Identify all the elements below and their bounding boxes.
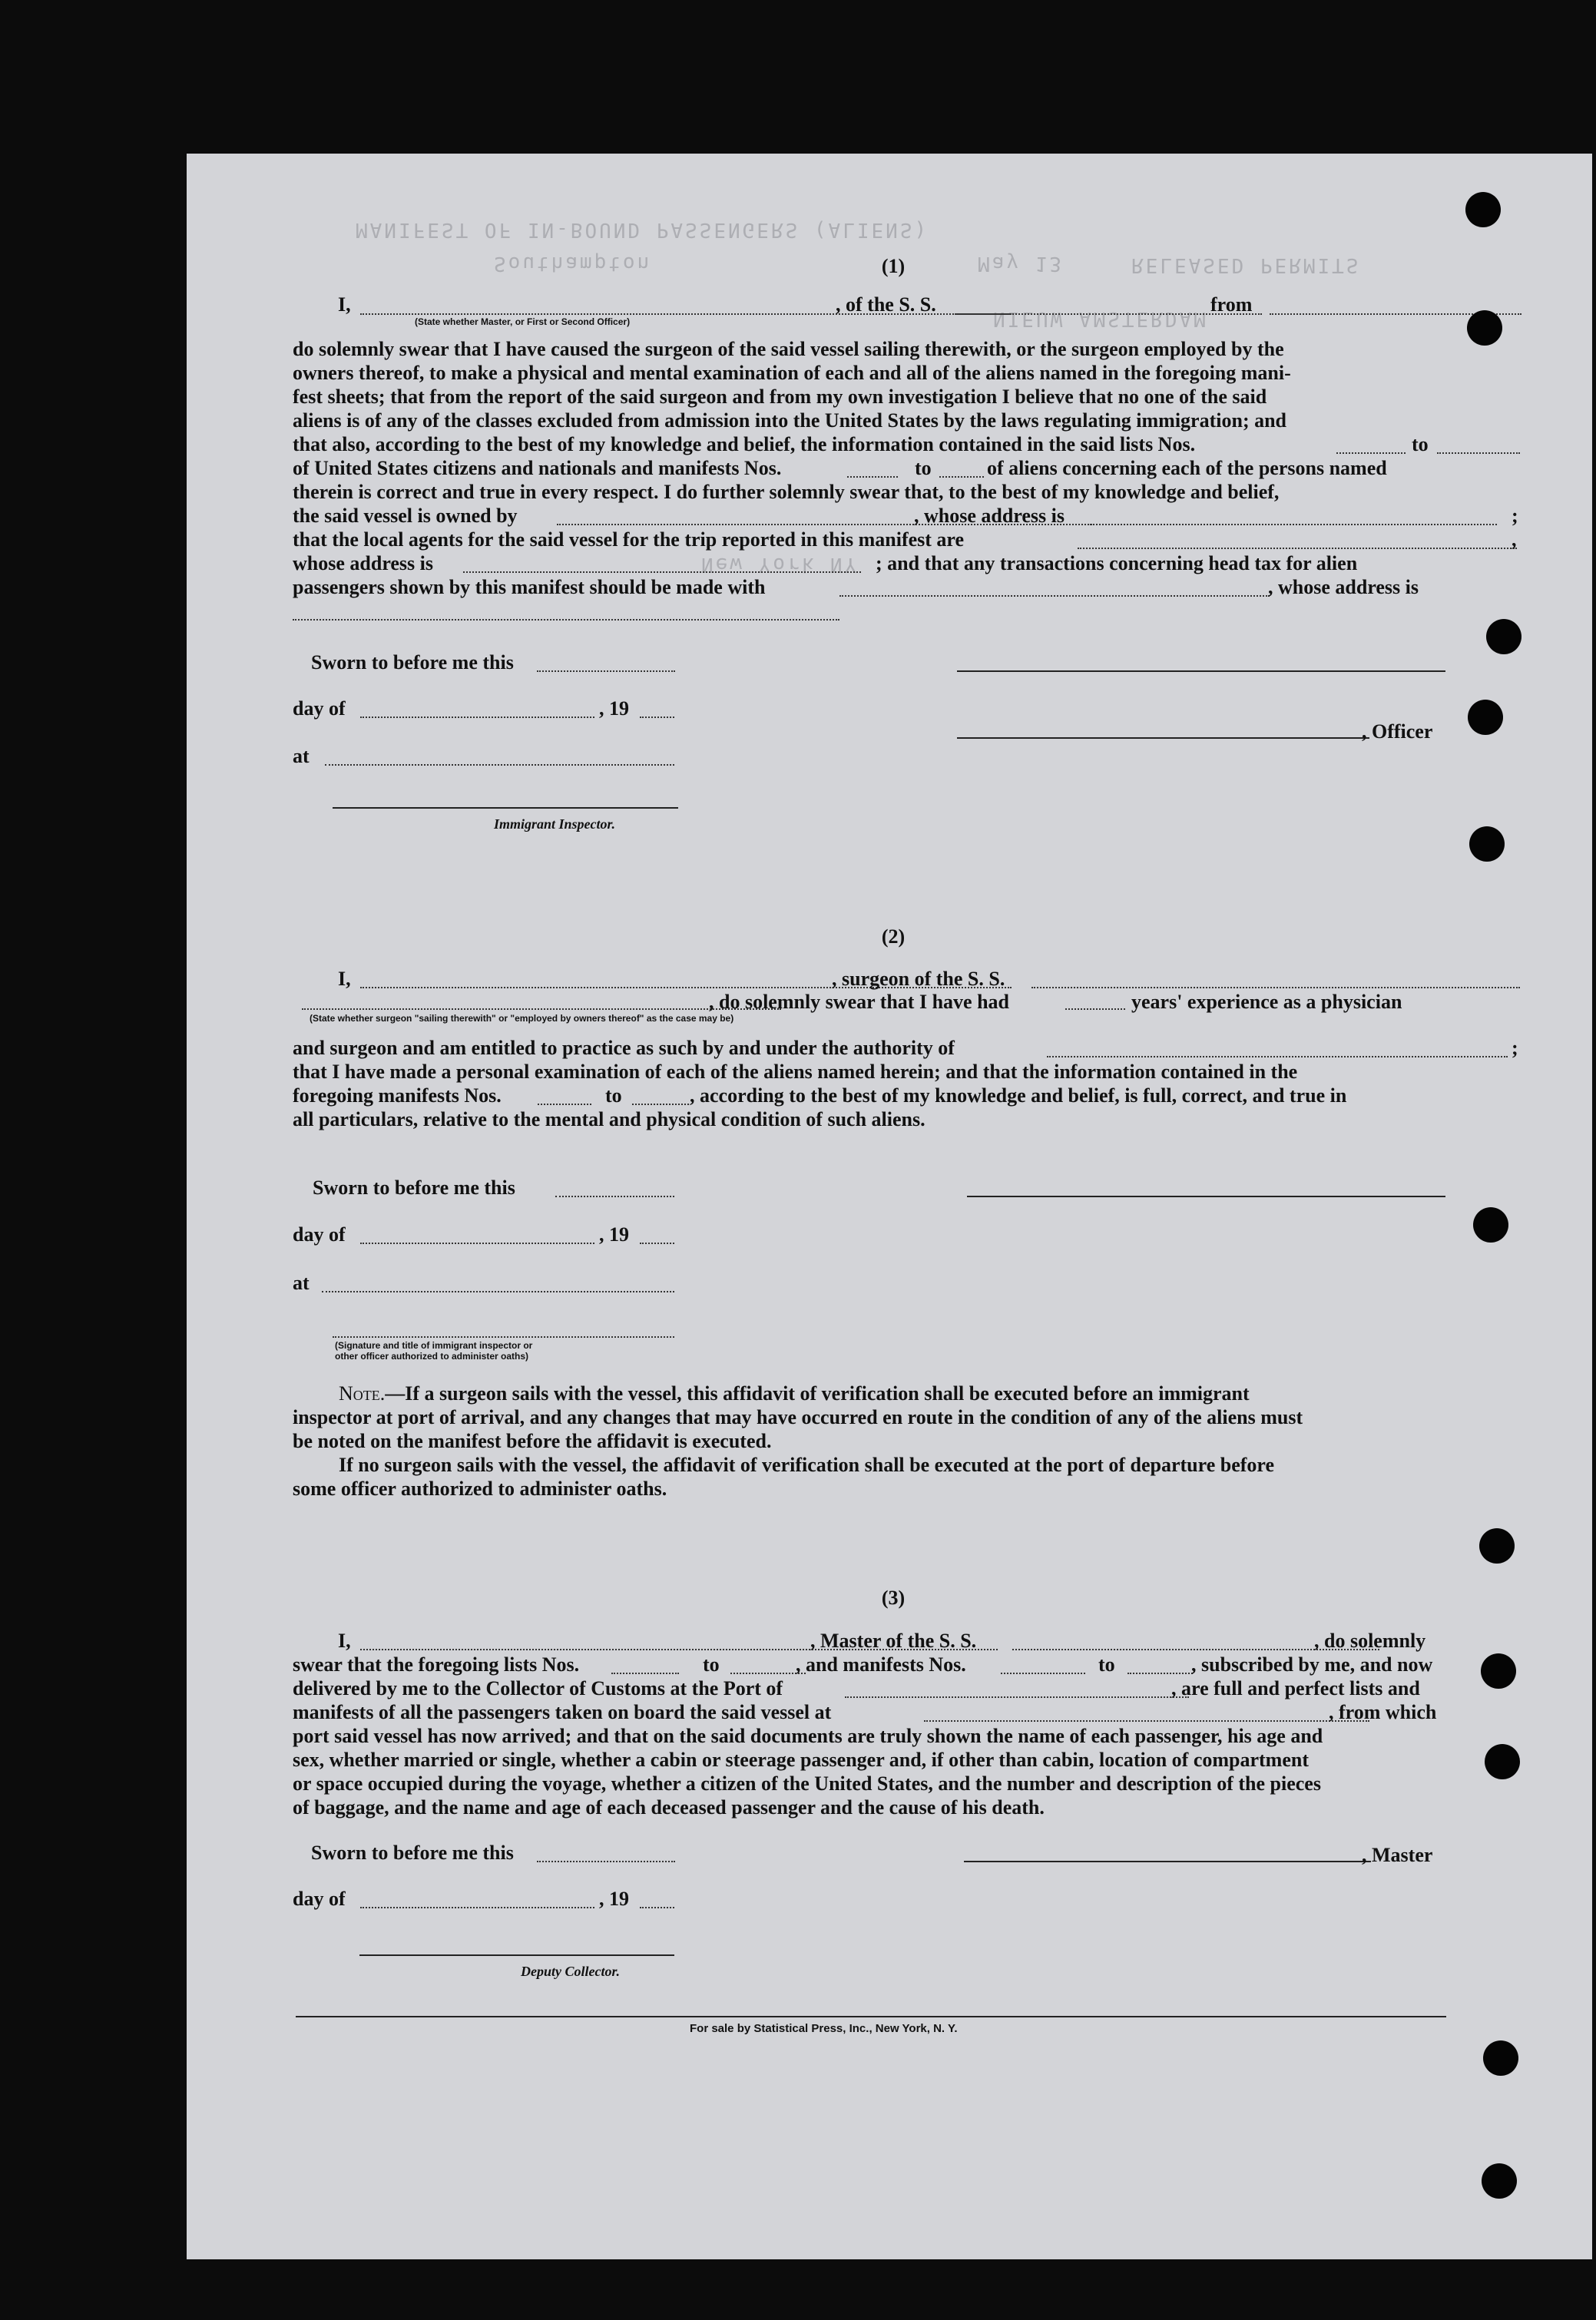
s2-authority-field[interactable]: [1047, 1056, 1508, 1057]
s2-capacity-note: (State whether surgeon "sailing therewith" or "employed by owners thereof" as the case may be): [310, 1013, 734, 1024]
s1-officer-label: , Officer: [1362, 720, 1433, 743]
s2-p4: that I have made a personal examination of each of the aliens named herein; and that the information contained in the: [293, 1061, 1298, 1083]
s2-sworn-field[interactable]: [555, 1196, 674, 1197]
s2-dayof: day of: [293, 1223, 346, 1246]
punch-hole: [1469, 826, 1505, 862]
s2-l2-end: years' experience as a physician: [1131, 991, 1402, 1013]
s1-officer-note: (State whether Master, or First or Second Officer): [415, 316, 631, 327]
punch-hole: [1481, 1653, 1516, 1689]
s3-year: , 19: [599, 1888, 629, 1910]
s2-p5: foregoing manifests Nos.: [293, 1084, 502, 1107]
section-1-number: (1): [881, 255, 906, 277]
s1-at-field[interactable]: [325, 764, 674, 766]
s3-l3-end: , are full and perfect lists and: [1171, 1677, 1420, 1699]
s1-i: I,: [338, 293, 351, 316]
bleed-text-port: Southampton: [494, 252, 652, 275]
s1-dayof: day of: [293, 697, 346, 720]
s3-l2: swear that the foregoing lists Nos.: [293, 1653, 580, 1676]
s1-p10-end: ; and that any transactions concerning head tax for alien: [876, 552, 1358, 574]
s1-inspector-label: Immigrant Inspector.: [494, 816, 616, 832]
s1-lists-to[interactable]: [1437, 452, 1520, 454]
s1-p9-end: ,: [1512, 528, 1517, 551]
s1-officer-line[interactable]: [957, 737, 1369, 739]
s3-l2-end: , subscribed by me, and now: [1191, 1653, 1433, 1676]
s1-agents-address-field[interactable]: [463, 571, 861, 573]
s3-l2-to1: to: [703, 1653, 720, 1676]
s2-at-field[interactable]: [322, 1291, 674, 1292]
bleed-text-ship: NIEUW AMSTERDAM: [993, 307, 1208, 330]
s1-p11: passengers shown by this manifest should be made with: [293, 576, 766, 598]
s2-p5-to: to: [605, 1084, 622, 1107]
s2-p6: all particulars, relative to the mental and physical condition of such aliens.: [293, 1108, 925, 1130]
s3-year-field[interactable]: [640, 1907, 674, 1908]
s3-lists-to[interactable]: [730, 1673, 806, 1674]
s3-embark-field[interactable]: [924, 1720, 1369, 1722]
s1-p10: whose address is: [293, 552, 434, 574]
s1-headtax-field[interactable]: [839, 595, 1270, 597]
s2-p3: and surgeon and am entitled to practice as such by and under the authority of: [293, 1037, 955, 1059]
s1-sworn-field[interactable]: [537, 670, 675, 672]
s1-inspector-line[interactable]: [333, 807, 678, 809]
s2-p5-end: , according to the best of my knowledge and belief, is full, correct, and true in: [690, 1084, 1347, 1107]
s1-p6: of United States citizens and nationals and manifests Nos.: [293, 457, 782, 479]
s3-p8: of baggage, and the name and age of each deceased passenger and the cause of his death.: [293, 1796, 1045, 1819]
s1-from: from: [1210, 293, 1253, 316]
s2-manifest-to[interactable]: [632, 1104, 689, 1105]
s3-l4: manifests of all the passengers taken on board the said vessel at: [293, 1701, 832, 1723]
s1-p8-addr: , whose address is: [914, 505, 1065, 527]
s3-l4-end: , from which: [1329, 1701, 1437, 1723]
section-2-number: (2): [881, 925, 906, 948]
s2-note-1: —If a surgeon sails with the vessel, this affidavit of verification shall be executed before an immigrant: [385, 1382, 1250, 1405]
s3-master-line[interactable]: [964, 1861, 1371, 1862]
s2-note-4: If no surgeon sails with the vessel, the affidavit of verification shall be executed at the port of departure before: [339, 1454, 1275, 1476]
s1-owner-address-field[interactable]: [1090, 524, 1497, 525]
punch-hole: [1473, 1207, 1508, 1243]
s1-day-field[interactable]: [360, 717, 594, 718]
punch-hole: [1465, 192, 1501, 227]
s1-headtax-address-field[interactable]: [293, 619, 839, 621]
form-sheet: [187, 154, 1592, 2259]
bleed-text-header: MANIFEST OF IN-BOUND PASSENGERS (ALIENS): [356, 218, 929, 241]
s3-sworn: Sworn to before me this: [311, 1842, 514, 1864]
s1-agents-field[interactable]: [1078, 548, 1517, 549]
bleed-text-released: RELEASED PERMITS: [1131, 253, 1361, 276]
s3-day-field[interactable]: [360, 1907, 594, 1908]
s3-i: I,: [338, 1630, 351, 1652]
s2-note-3: be noted on the manifest before the affidavit is executed.: [293, 1430, 772, 1452]
s2-l2: , do solemnly swear that I have had: [709, 991, 1010, 1013]
s1-p9: that the local agents for the said vessel for the trip reported in this manifest are: [293, 528, 965, 551]
s3-deputy-label: Deputy Collector.: [521, 1964, 620, 1979]
s2-manifest-from[interactable]: [538, 1104, 591, 1105]
s3-manifests-to[interactable]: [1127, 1673, 1193, 1674]
s2-sworn: Sworn to before me this: [313, 1177, 515, 1199]
s1-p2: owners thereof, to make a physical and mental examination of each and all of the aliens named in the foregoing mani-: [293, 362, 1291, 384]
s2-note-line-1: [339, 1382, 1250, 1405]
s2-sig-note-1: (Signature and title of immigrant inspector or: [335, 1340, 533, 1351]
s2-year: , 19: [599, 1223, 629, 1246]
s3-l2-to2: to: [1098, 1653, 1115, 1676]
s2-year-field[interactable]: [640, 1243, 674, 1244]
s1-p3: fest sheets; that from the report of the said surgeon and from my own investigation I believe that no one of the said: [293, 386, 1267, 408]
s3-l3: delivered by me to the Collector of Customs at the Port of: [293, 1677, 783, 1699]
s2-p3-end: ;: [1512, 1037, 1518, 1059]
s1-signature-line[interactable]: [957, 670, 1445, 672]
s1-year: , 19: [599, 697, 629, 720]
s2-sig-note-2: other officer authorized to administer oaths): [335, 1351, 529, 1362]
s1-sworn: Sworn to before me this: [311, 651, 514, 673]
s1-year-field[interactable]: [640, 717, 674, 718]
s3-manifests-from[interactable]: [1001, 1673, 1085, 1674]
s3-lists-from[interactable]: [611, 1673, 679, 1674]
s2-note-5: some officer authorized to administer oaths.: [293, 1478, 667, 1500]
s1-lists-from[interactable]: [1336, 452, 1406, 454]
bleed-text-city: New York NY: [701, 553, 859, 576]
s3-dayof: day of: [293, 1888, 346, 1910]
s1-p6-to: to: [915, 457, 932, 479]
s1-p1: do solemnly swear that I have caused the surgeon of the said vessel sailing therewith, or the surgeon employed by the: [293, 338, 1284, 360]
punch-hole: [1486, 619, 1521, 654]
s3-l2-manifests: , and manifests Nos.: [796, 1653, 966, 1676]
punch-hole: [1467, 310, 1502, 346]
punch-hole: [1479, 1528, 1515, 1564]
punch-hole: [1468, 700, 1503, 735]
s1-p7: therein is correct and true in every respect. I do further solemnly swear that, to the best of my knowledge and belief,: [293, 481, 1280, 503]
s3-deputy-line[interactable]: [359, 1954, 674, 1956]
s1-manifest-to[interactable]: [939, 476, 984, 478]
printer-footer: For sale by Statistical Press, Inc., New York, N. Y.: [690, 2022, 958, 2035]
s1-p5-to: to: [1412, 433, 1429, 455]
bleed-text-date: May 13: [978, 252, 1064, 275]
s1-at: at: [293, 745, 310, 767]
s3-port-field[interactable]: [845, 1696, 1189, 1698]
s1-manifest-from[interactable]: [847, 476, 898, 478]
s2-note-label: Note.: [339, 1382, 386, 1405]
punch-hole: [1482, 2163, 1517, 2199]
s3-p5: port said vessel has now arrived; and that on the said documents are truly shown the name of each passenger, his age and: [293, 1725, 1323, 1747]
s2-note-2: inspector at port of arrival, and any changes that may have occurred en route in the condition of any of the aliens must: [293, 1406, 1303, 1428]
s2-years-field[interactable]: [1065, 1008, 1125, 1010]
s1-p4: aliens is of any of the classes excluded from admission into the United States by the laws regulating immigration; and: [293, 409, 1287, 432]
s3-p6: sex, whether married or single, whether a cabin or steerage passenger and, if other than cabin, location of compartment: [293, 1749, 1309, 1771]
s1-p8-end: ;: [1512, 505, 1518, 527]
punch-hole: [1483, 2040, 1518, 2076]
s1-of-ss: , of the S. S.: [836, 293, 936, 316]
s2-officer-field[interactable]: [333, 1336, 674, 1338]
s2-i: I,: [338, 968, 351, 990]
punch-hole: [1485, 1744, 1520, 1779]
s2-day-field[interactable]: [360, 1243, 594, 1244]
s3-master-of: , Master of the S. S.: [810, 1630, 977, 1652]
s2-at: at: [293, 1272, 310, 1294]
s1-p8: the said vessel is owned by: [293, 505, 518, 527]
s1-p5: that also, according to the best of my knowledge and belief, the information contained in the said lists Nos.: [293, 433, 1196, 455]
s2-ship-field[interactable]: [1031, 987, 1520, 988]
s2-surgeon-of: , surgeon of the S. S.: [832, 968, 1005, 990]
footer-rule: [296, 2016, 1446, 2017]
s3-sworn-field[interactable]: [537, 1861, 675, 1862]
s1-p6-end: of aliens concerning each of the persons named: [987, 457, 1387, 479]
s3-l1-end: , do solemnly: [1314, 1630, 1426, 1652]
s2-signature-line[interactable]: [967, 1196, 1445, 1197]
s3-master-label: , Master: [1362, 1844, 1433, 1866]
s1-p11-end: , whose address is: [1268, 576, 1419, 598]
section-3-number: (3): [881, 1587, 906, 1609]
s3-p7: or space occupied during the voyage, whether a citizen of the United States, and the number and description of the pieces: [293, 1772, 1321, 1795]
